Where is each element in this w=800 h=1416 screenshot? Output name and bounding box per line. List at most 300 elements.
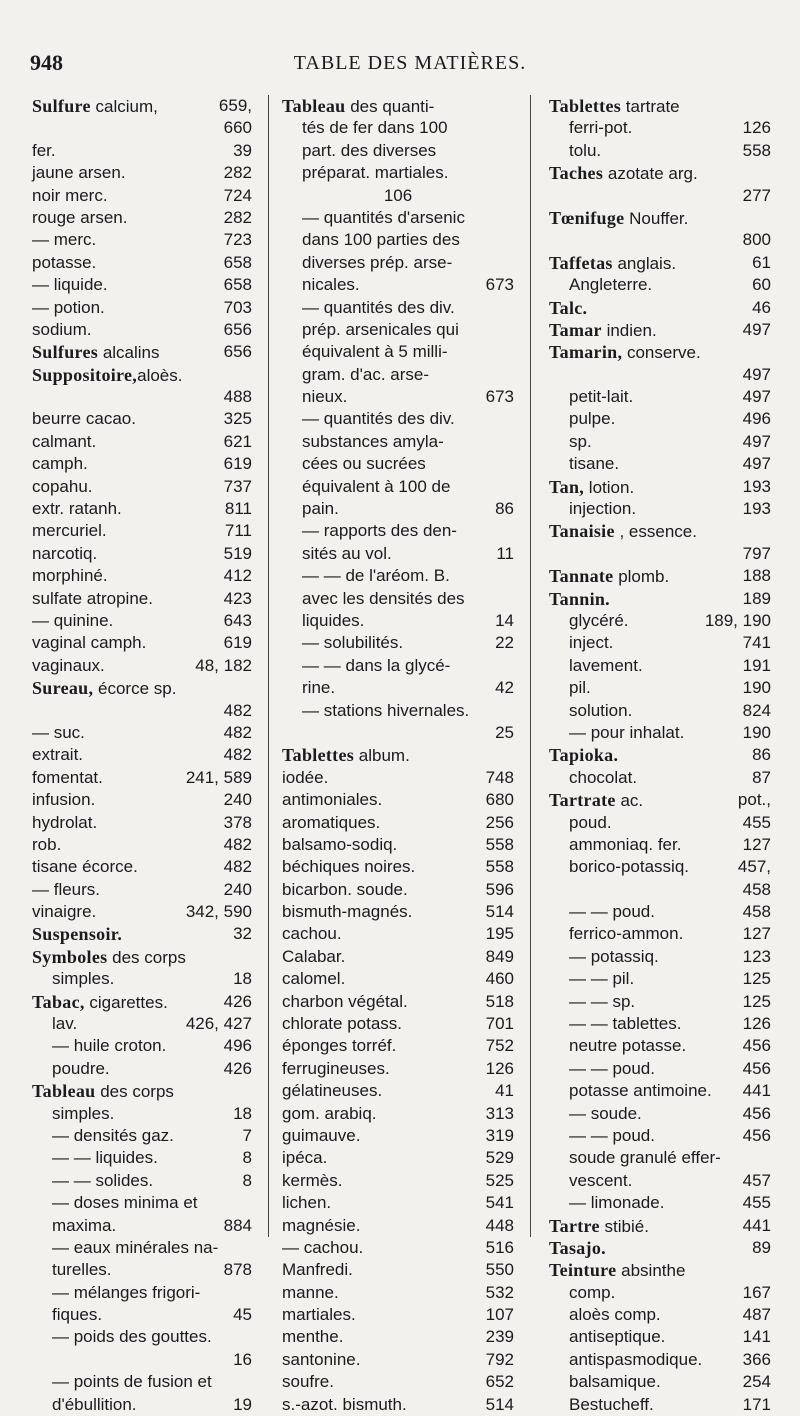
entry-text (282, 1170, 342, 1192)
entry-text (302, 140, 436, 162)
page-reference: 656 (223, 342, 252, 362)
index-entry (282, 946, 514, 968)
page-reference: 680 (485, 790, 514, 810)
entry-label: cachou. (282, 924, 342, 944)
entry-text (52, 1371, 212, 1393)
index-entry (282, 901, 514, 923)
index-entry (282, 632, 514, 654)
entry-text (302, 700, 469, 722)
index-entry (549, 543, 771, 565)
entry-label: vaginal camph. (32, 633, 147, 653)
entry-text (32, 901, 96, 923)
entry-text (282, 1058, 390, 1080)
page-reference: 496 (223, 1036, 252, 1056)
index-entry (549, 386, 771, 408)
index-entry (32, 812, 252, 834)
entry-label: Manfredi. (282, 1260, 353, 1280)
page-reference: 188 (742, 566, 771, 586)
entry-text (32, 991, 168, 1014)
index-entry (282, 1147, 514, 1169)
entry-label: gom. arabiq. (282, 1103, 377, 1123)
entry-label: tisane. (569, 454, 620, 474)
entry-text (302, 588, 465, 610)
entry-text (32, 162, 126, 184)
entry-label: — potion. (32, 297, 105, 317)
index-entry (549, 1080, 771, 1102)
entry-text (302, 207, 465, 229)
entry-label: infusion. (32, 790, 96, 810)
entry-text (302, 319, 459, 341)
page-reference: 482 (223, 745, 252, 765)
entry-text (549, 565, 669, 588)
entry-headword: Tartre (549, 1215, 600, 1236)
page-reference: 189 (742, 588, 771, 608)
entry-text (569, 901, 655, 923)
index-entry (32, 1304, 252, 1326)
page-reference: 482 (223, 722, 252, 742)
entry-label: magnésie. (282, 1215, 361, 1235)
entry-headword: Tannin. (549, 588, 610, 609)
page-reference: 487 (742, 1305, 771, 1325)
index-entry (32, 1215, 252, 1237)
running-title: TABLE DES MATIÈRES. (293, 52, 527, 74)
page-reference: 455 (742, 812, 771, 832)
entry-label: — quinine. (32, 610, 114, 630)
page-reference: 811 (224, 499, 252, 519)
page-reference: 190 (742, 722, 771, 742)
page-reference: 752 (485, 1036, 514, 1056)
entry-label: injection. (569, 499, 637, 519)
page-reference: 800 (742, 230, 771, 250)
entry-text (32, 229, 96, 251)
index-entry (282, 923, 514, 945)
index-entry (282, 408, 514, 430)
entry-label: antispasmodique. (569, 1349, 703, 1369)
index-entry (282, 856, 514, 878)
index-entry (282, 834, 514, 856)
entry-label: bismuth-magnés. (282, 902, 413, 922)
index-column-3 (549, 95, 771, 1416)
entry-text (569, 1371, 661, 1393)
index-entry (32, 1192, 252, 1214)
page-header (30, 50, 790, 80)
entry-label: — doses minima et (52, 1193, 198, 1213)
page-reference: 107 (485, 1305, 514, 1325)
entry-label: vaginaux. (32, 655, 105, 675)
index-entry (32, 117, 252, 139)
entry-label: dans 100 parties des (302, 230, 460, 250)
entry-text (32, 789, 95, 811)
index-entry (282, 520, 514, 542)
page-reference: 458 (742, 879, 771, 899)
page-reference: 659, (218, 96, 252, 115)
index-entry (32, 1371, 252, 1393)
index-entry (282, 229, 514, 251)
page-reference: 541 (485, 1193, 514, 1213)
index-entry (549, 476, 771, 498)
index-column-1 (32, 95, 252, 1416)
page-reference: 325 (223, 409, 252, 429)
entry-text (302, 476, 450, 498)
index-entry (32, 991, 252, 1013)
entry-label: jaune arsen. (32, 163, 126, 183)
index-entry (549, 185, 771, 207)
index-entry (282, 655, 514, 677)
page-reference: 792 (485, 1349, 514, 1369)
index-entry (549, 207, 771, 229)
entry-label: tartrate (621, 97, 680, 116)
page-reference: 497 (742, 319, 771, 339)
entry-text (549, 162, 698, 185)
entry-label: solution. (569, 700, 633, 720)
entry-headword: Taches (549, 163, 604, 184)
index-entry (282, 1237, 514, 1259)
entry-label: simples. (52, 1103, 115, 1123)
entry-text (569, 453, 619, 475)
entry-label: avec les densités des (302, 588, 465, 608)
page-reference: 125 (742, 969, 771, 989)
entry-label: calmant. (32, 431, 97, 451)
entry-text (32, 744, 83, 766)
entry-text (302, 632, 403, 654)
entry-text (282, 991, 408, 1013)
page-reference: 18 (233, 1103, 252, 1123)
page-reference: 558 (485, 857, 514, 877)
index-entry (282, 453, 514, 475)
page-reference: 282 (223, 207, 252, 227)
entry-label: — — pil. (569, 969, 635, 989)
page-reference: 455 (742, 1193, 771, 1213)
index-entry (282, 274, 514, 296)
entry-text (549, 341, 701, 364)
index-entry (32, 453, 252, 475)
entry-text (549, 1259, 685, 1282)
index-entry (32, 968, 252, 990)
entry-label: — poids des gouttes. (52, 1327, 212, 1347)
index-entry (32, 632, 252, 654)
index-entry (282, 879, 514, 901)
page-reference: 313 (485, 1103, 514, 1123)
entry-text (32, 431, 96, 453)
entry-text (302, 386, 347, 408)
page-reference: 525 (485, 1170, 514, 1190)
page-reference: 558 (485, 834, 514, 854)
page-reference: 482 (223, 857, 252, 877)
page-reference: 193 (742, 476, 771, 496)
index-entry (32, 207, 252, 229)
entry-label: pil. (569, 678, 591, 698)
index-entry (282, 610, 514, 632)
page-reference: 191 (742, 655, 771, 675)
entry-label: — — de l'aréom. B. (302, 566, 450, 586)
entry-label: guimauve. (282, 1125, 361, 1145)
entry-label: rine. (302, 678, 336, 698)
entry-label: plomb. (613, 567, 670, 587)
entry-label: — — liquides. (52, 1148, 158, 1168)
page-reference: 658 (223, 275, 252, 295)
entry-text (32, 923, 122, 946)
entry-text (282, 901, 412, 923)
entry-text (282, 879, 408, 901)
entry-text (569, 1192, 664, 1214)
entry-text (282, 1371, 334, 1393)
entry-label: ac. (615, 791, 644, 811)
entry-label: gélatineuses. (282, 1081, 383, 1101)
entry-headword: Symboles (32, 946, 108, 967)
entry-text (52, 1215, 116, 1237)
entry-text (282, 1103, 377, 1125)
page-reference: 45 (233, 1305, 252, 1325)
entry-text (569, 767, 637, 789)
entry-headword: Suspensoir. (32, 924, 123, 945)
page-reference: 673 (485, 387, 514, 407)
entry-label: chocolat. (569, 767, 638, 787)
entry-label: — potassiq. (569, 946, 659, 966)
entry-text (569, 1326, 665, 1348)
entry-text (32, 767, 103, 789)
entry-label: — densités gaz. (52, 1125, 174, 1145)
index-entry (32, 1237, 252, 1259)
entry-text (282, 856, 415, 878)
entry-text (282, 812, 380, 834)
index-entry (549, 1013, 771, 1035)
page-reference: 378 (223, 812, 252, 832)
index-entry (549, 1035, 771, 1057)
entry-headword: Tamarin, (549, 342, 623, 363)
entry-headword: Sulfure (32, 96, 91, 116)
entry-text (52, 1394, 137, 1416)
entry-text (302, 520, 457, 542)
entry-label: extrait. (32, 745, 84, 765)
entry-label: mercuriel. (32, 521, 107, 541)
index-entry (549, 879, 771, 901)
entry-label: des corps (107, 947, 186, 967)
page-reference: 46 (752, 297, 771, 317)
entry-text (32, 565, 108, 587)
entry-label: — — dans la glycé- (302, 655, 451, 675)
index-entry (282, 677, 514, 699)
entry-text (569, 946, 659, 968)
entry-label: des quanti- (345, 97, 435, 116)
entry-label: — liquide. (32, 275, 108, 295)
index-entry (32, 498, 252, 520)
entry-label: fomentat. (32, 767, 103, 787)
page-reference: 482 (223, 700, 252, 720)
entry-label: éponges torréf. (282, 1036, 397, 1056)
page-reference: 7 (242, 1125, 252, 1145)
index-entry (282, 991, 514, 1013)
page-reference: 42 (495, 678, 514, 698)
index-entry (549, 1058, 771, 1080)
entry-text (282, 1080, 382, 1102)
entry-label: indien. (601, 320, 657, 340)
page-reference: 39 (233, 140, 252, 160)
page-reference: 195 (485, 924, 514, 944)
page-reference: 741 (742, 633, 771, 653)
page-reference: 441 (742, 1081, 771, 1101)
page-reference: 60 (752, 275, 771, 295)
entry-headword: Sureau, (32, 678, 94, 699)
entry-text (569, 655, 643, 677)
page-reference: 701 (485, 1014, 514, 1034)
entry-label: santonine. (282, 1349, 361, 1369)
entry-text (302, 274, 360, 296)
entry-label: antiseptique. (569, 1327, 666, 1347)
page-reference: 660 (223, 118, 252, 138)
page-reference: 48, 182 (195, 655, 252, 675)
entry-text (549, 252, 676, 275)
entry-text (32, 655, 105, 677)
entry-text (282, 923, 342, 945)
index-entry (32, 543, 252, 565)
entry-label: cées ou sucrées (302, 454, 426, 474)
entry-text (302, 565, 450, 587)
index-entry (549, 923, 771, 945)
entry-text (569, 1013, 681, 1035)
index-entry (282, 252, 514, 274)
entry-text (569, 1147, 721, 1169)
page-reference: 89 (752, 1237, 771, 1257)
index-entry (549, 1170, 771, 1192)
entry-text (569, 722, 684, 744)
entry-label: comp. (569, 1282, 616, 1302)
entry-label: d'ébullition. (52, 1394, 137, 1414)
index-entry (282, 341, 514, 363)
page-reference: 558 (742, 140, 771, 160)
entry-label: — solubilités. (302, 633, 404, 653)
page-reference: 596 (485, 879, 514, 899)
index-entry (549, 1394, 771, 1416)
index-entry (32, 1080, 252, 1102)
entry-headword: Taffetas (549, 252, 613, 273)
entry-label: — merc. (32, 230, 97, 250)
entry-label: béchiques noires. (282, 857, 416, 877)
index-entry (32, 386, 252, 408)
entry-label: pain. (302, 499, 339, 519)
entry-text (52, 1192, 198, 1214)
entry-text (569, 700, 632, 722)
entry-text (569, 140, 601, 162)
page-reference: 448 (485, 1215, 514, 1235)
entry-label: balsamo-sodiq. (282, 834, 398, 854)
entry-text (52, 1013, 77, 1035)
page-reference: 496 (742, 409, 771, 429)
entry-text (32, 610, 113, 632)
page-reference: 456 (742, 1103, 771, 1123)
entry-text (32, 632, 146, 654)
index-entry (282, 1371, 514, 1393)
page-reference: 87 (752, 767, 771, 787)
entry-text (32, 252, 96, 274)
entry-label: substances amyla- (302, 431, 444, 451)
page-reference: 723 (223, 230, 252, 250)
entry-headword: Tabac, (32, 991, 85, 1012)
entry-label: maxima. (52, 1215, 117, 1235)
page-reference: 619 (223, 454, 252, 474)
entry-text (32, 95, 158, 118)
index-entry (549, 1125, 771, 1147)
index-entry (549, 677, 771, 699)
index-entry (282, 1125, 514, 1147)
index-entry (549, 341, 771, 363)
entry-headword: Tœnifuge (549, 207, 625, 228)
page-reference: 673 (485, 275, 514, 295)
index-entry (282, 1259, 514, 1281)
index-entry (549, 162, 771, 184)
entry-label: martiales. (282, 1305, 356, 1325)
entry-label: préparat. martiales. (302, 163, 449, 183)
entry-label: — points de fusion et (52, 1372, 212, 1392)
index-entry (32, 341, 252, 363)
index-entry (32, 520, 252, 542)
index-entry (549, 722, 771, 744)
entry-text (282, 1237, 363, 1259)
entry-text (32, 834, 61, 856)
entry-label: — — solides. (52, 1170, 154, 1190)
index-entry (549, 632, 771, 654)
index-entry (282, 744, 514, 766)
entry-text (32, 476, 93, 498)
entry-label: diverses prép. arse- (302, 252, 453, 272)
index-entry (32, 319, 252, 341)
entry-label: noir merc. (32, 185, 108, 205)
entry-text (32, 812, 97, 834)
entry-label: — rapports des den- (302, 521, 457, 541)
index-entry (32, 856, 252, 878)
index-entry (282, 588, 514, 610)
entry-label: — suc. (32, 722, 85, 742)
entry-label: lichen. (282, 1193, 332, 1213)
index-entry (549, 588, 771, 610)
entry-text (282, 1259, 353, 1281)
entry-text (549, 744, 618, 767)
entry-text (569, 1035, 686, 1057)
entry-label: — mélanges frigori- (52, 1282, 201, 1302)
index-entry (549, 1215, 771, 1237)
entry-text (32, 453, 88, 475)
entry-label: neutre potasse. (569, 1036, 687, 1056)
page-reference: 61 (752, 252, 771, 272)
entry-label: pulpe. (569, 409, 616, 429)
index-entry (32, 879, 252, 901)
page-reference: 518 (485, 991, 514, 1011)
page-reference: 240 (223, 790, 252, 810)
entry-label: glycéré. (569, 610, 629, 630)
page-reference: 342, 590 (185, 902, 252, 922)
entry-label: balsamique. (569, 1372, 661, 1392)
index-entry (282, 1394, 514, 1416)
index-entry (32, 185, 252, 207)
entry-label: morphiné. (32, 566, 108, 586)
entry-label: conserve. (622, 343, 701, 363)
index-entry (32, 700, 252, 722)
entry-text (32, 408, 136, 430)
entry-label: alcalins (98, 343, 160, 363)
entry-label: tisane écorce. (32, 857, 138, 877)
page-reference: 497 (742, 454, 771, 474)
page-reference: 456 (742, 1125, 771, 1145)
index-entry (549, 1349, 771, 1371)
index-column-2 (282, 95, 514, 1416)
index-entry (282, 386, 514, 408)
index-entry (32, 1147, 252, 1169)
index-entry (32, 610, 252, 632)
index-entry (32, 274, 252, 296)
index-entry (32, 1259, 252, 1281)
entry-headword: Tablettes (549, 96, 622, 116)
page-reference: 458 (742, 902, 771, 922)
index-entry (282, 1326, 514, 1348)
